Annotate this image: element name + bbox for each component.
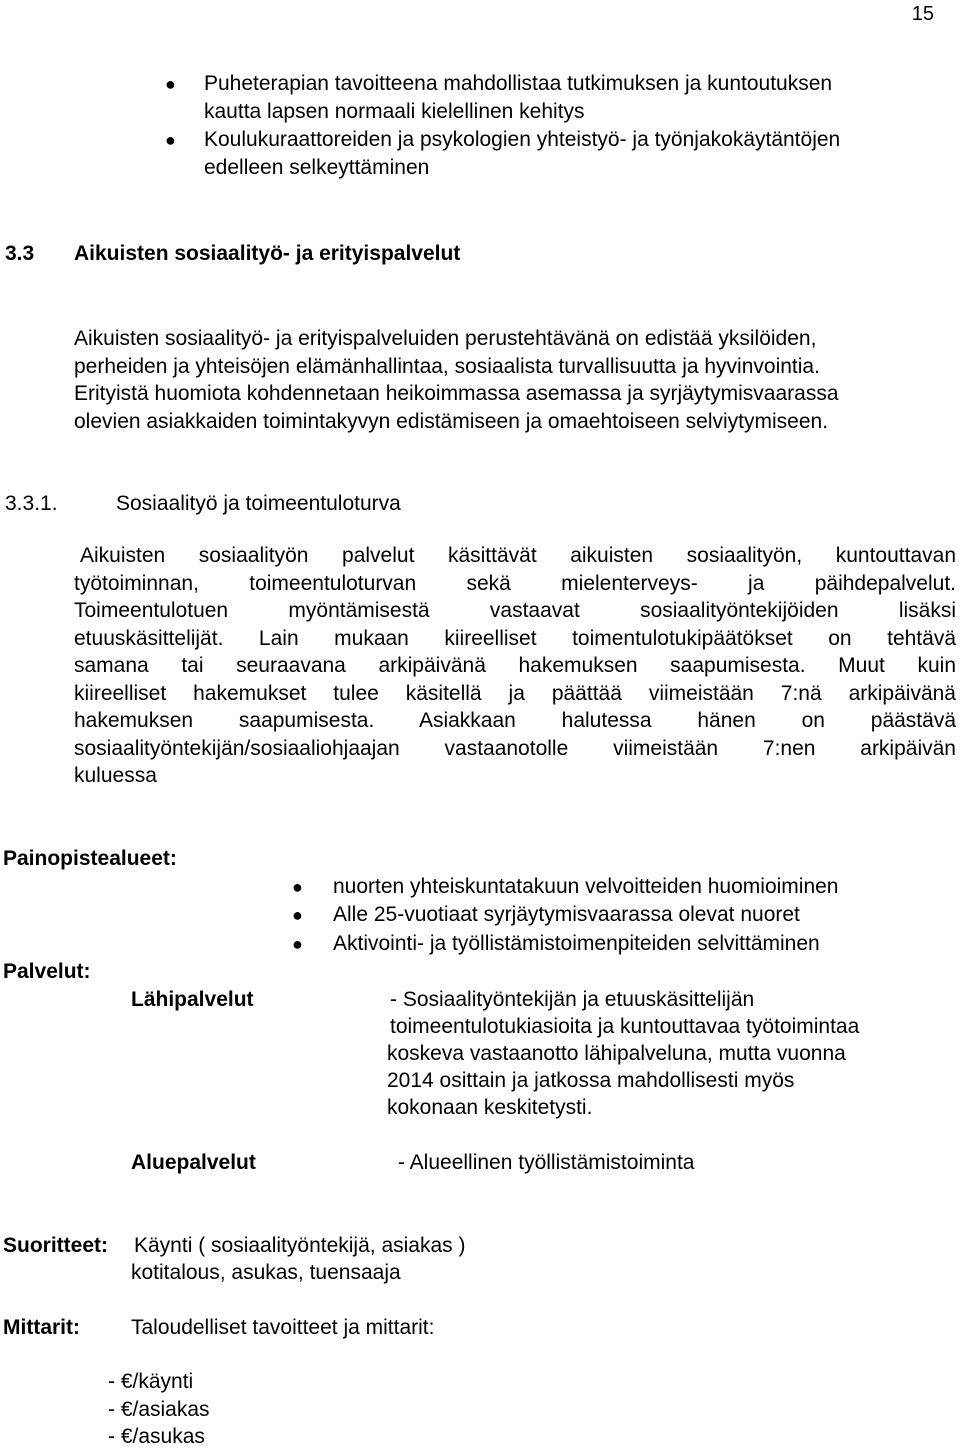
bullet-icon: ● [292,877,303,897]
lahipalvelut-label: Lähipalvelut [131,988,254,1011]
bullet-text-line: Puheterapian tavoitteena mahdollistaa tutkimuksen ja kuntoutuksen [204,72,833,95]
section-title: Aikuisten sosiaalityö- ja erityispalvelut [74,242,461,265]
paragraph-line-text: kiireelliset hakemukset tulee käsitellä ja päättää viimeistään 7:nä arkipäivänä [74,682,956,705]
mittarit-label: Mittarit: [3,1316,80,1339]
lahipalvelut-line: kokonaan keskitetysti. [387,1096,593,1119]
lahipalvelut-line: koskeva vastaanotto lähipalveluna, mutta vuonna [387,1042,846,1065]
paragraph-line: Aikuisten sosiaalityö- ja erityispalveluiden perustehtävänä on edistää yksilöiden, [74,327,817,350]
painopisteet-label: Painopistealueet: [3,847,177,870]
paragraph-line [74,735,956,763]
paragraph-line-text: etuuskäsittelijät. Lain mukaan kiireelliset toimentulotukipäätökset on tehtävä [74,627,956,650]
suoritteet-line: kotitalous, asukas, tuensaaja [131,1261,401,1284]
bullet-icon: ● [292,934,303,954]
subsection-number: 3.3.1. [5,492,58,515]
paragraph-line [80,542,956,570]
paragraph-line [74,597,956,625]
bullet-text-line: edelleen selkeyttäminen [204,156,430,179]
bullet-icon: ● [292,905,303,925]
lahipalvelut-line: - Sosiaalityöntekijän ja etuuskäsittelijän [390,988,755,1011]
suoritteet-line: Käynti ( sosiaalityöntekijä, asiakas ) [134,1234,466,1257]
paragraph-line-text: samana tai seuraavana arkipäivänä hakemuksen saapumisesta. Muut kuin [74,654,956,677]
paragraph-line-text: hakemuksen saapumisesta. Asiakkaan halutessa hänen on päästävä [74,709,956,732]
aluepalvelut-text: - Alueellinen työllistämistoiminta [398,1151,695,1174]
page-number: 15 [911,3,934,25]
paragraph-line [74,625,956,653]
paragraph-line-text: Aikuisten sosiaalityön palvelut käsittävät aikuisten sosiaalityön, kuntouttavan [80,544,956,567]
bullet-icon: ● [165,130,176,150]
paragraph-line [74,652,956,680]
paragraph-line [74,707,956,735]
paragraph-line-text: sosiaalityöntekijän/sosiaaliohjaajan vastaanotolle viimeistään 7:nen arkipäivän [74,737,956,760]
palvelut-label: Palvelut: [3,960,91,983]
bullet-icon: ● [165,74,176,94]
bullet-text-line: kautta lapsen normaali kielellinen kehitys [204,100,585,123]
mittari-item: - €/asiakas [108,1398,210,1421]
subsection-title: Sosiaalityö ja toimeentuloturva [116,492,401,515]
section-number: 3.3 [5,242,35,265]
paragraph-line [74,680,956,708]
painopiste-item: Aktivointi- ja työllistämistoimenpiteiden selvittäminen [333,932,820,955]
painopiste-item: nuorten yhteiskuntatakuun velvoitteiden huomioiminen [333,875,839,898]
lahipalvelut-line: toimeentulotukiasioita ja kuntouttavaa työtoimintaa [390,1015,860,1038]
lahipalvelut-line: 2014 osittain ja jatkossa mahdollisesti myös [387,1069,795,1092]
paragraph-line: olevien asiakkaiden toimintakyvyn edistämiseen ja omaehtoiseen selviytymiseen. [74,410,829,433]
paragraph-line: perheiden ja yhteisöjen elämänhallintaa, sosiaalista turvallisuutta ja hyvinvointia. [74,355,820,378]
mittarit-heading: Taloudelliset tavoitteet ja mittarit: [131,1316,435,1339]
paragraph-line: kuluessa [74,764,157,787]
painopiste-item: Alle 25-vuotiaat syrjäytymisvaarassa olevat nuoret [333,903,800,926]
paragraph-line-text: Toimeentulotuen myöntämisestä vastaavat sosiaalityöntekijöiden lisäksi [74,599,956,622]
paragraph-line-text: työtoiminnan, toimeentuloturvan sekä mielenterveys- ja päihdepalvelut. [74,572,956,595]
mittari-item: - €/käynti [108,1370,194,1393]
suoritteet-label: Suoritteet: [3,1234,108,1257]
paragraph-line [74,570,956,598]
aluepalvelut-label: Aluepalvelut [131,1151,256,1174]
bullet-text-line: Koulukuraattoreiden ja psykologien yhteistyö- ja työnjakokäytäntöjen [204,128,841,151]
mittari-item: - €/asukas [108,1425,205,1448]
paragraph-line: Erityistä huomiota kohdennetaan heikoimmassa asemassa ja syrjäytymisvaarassa [74,382,839,405]
